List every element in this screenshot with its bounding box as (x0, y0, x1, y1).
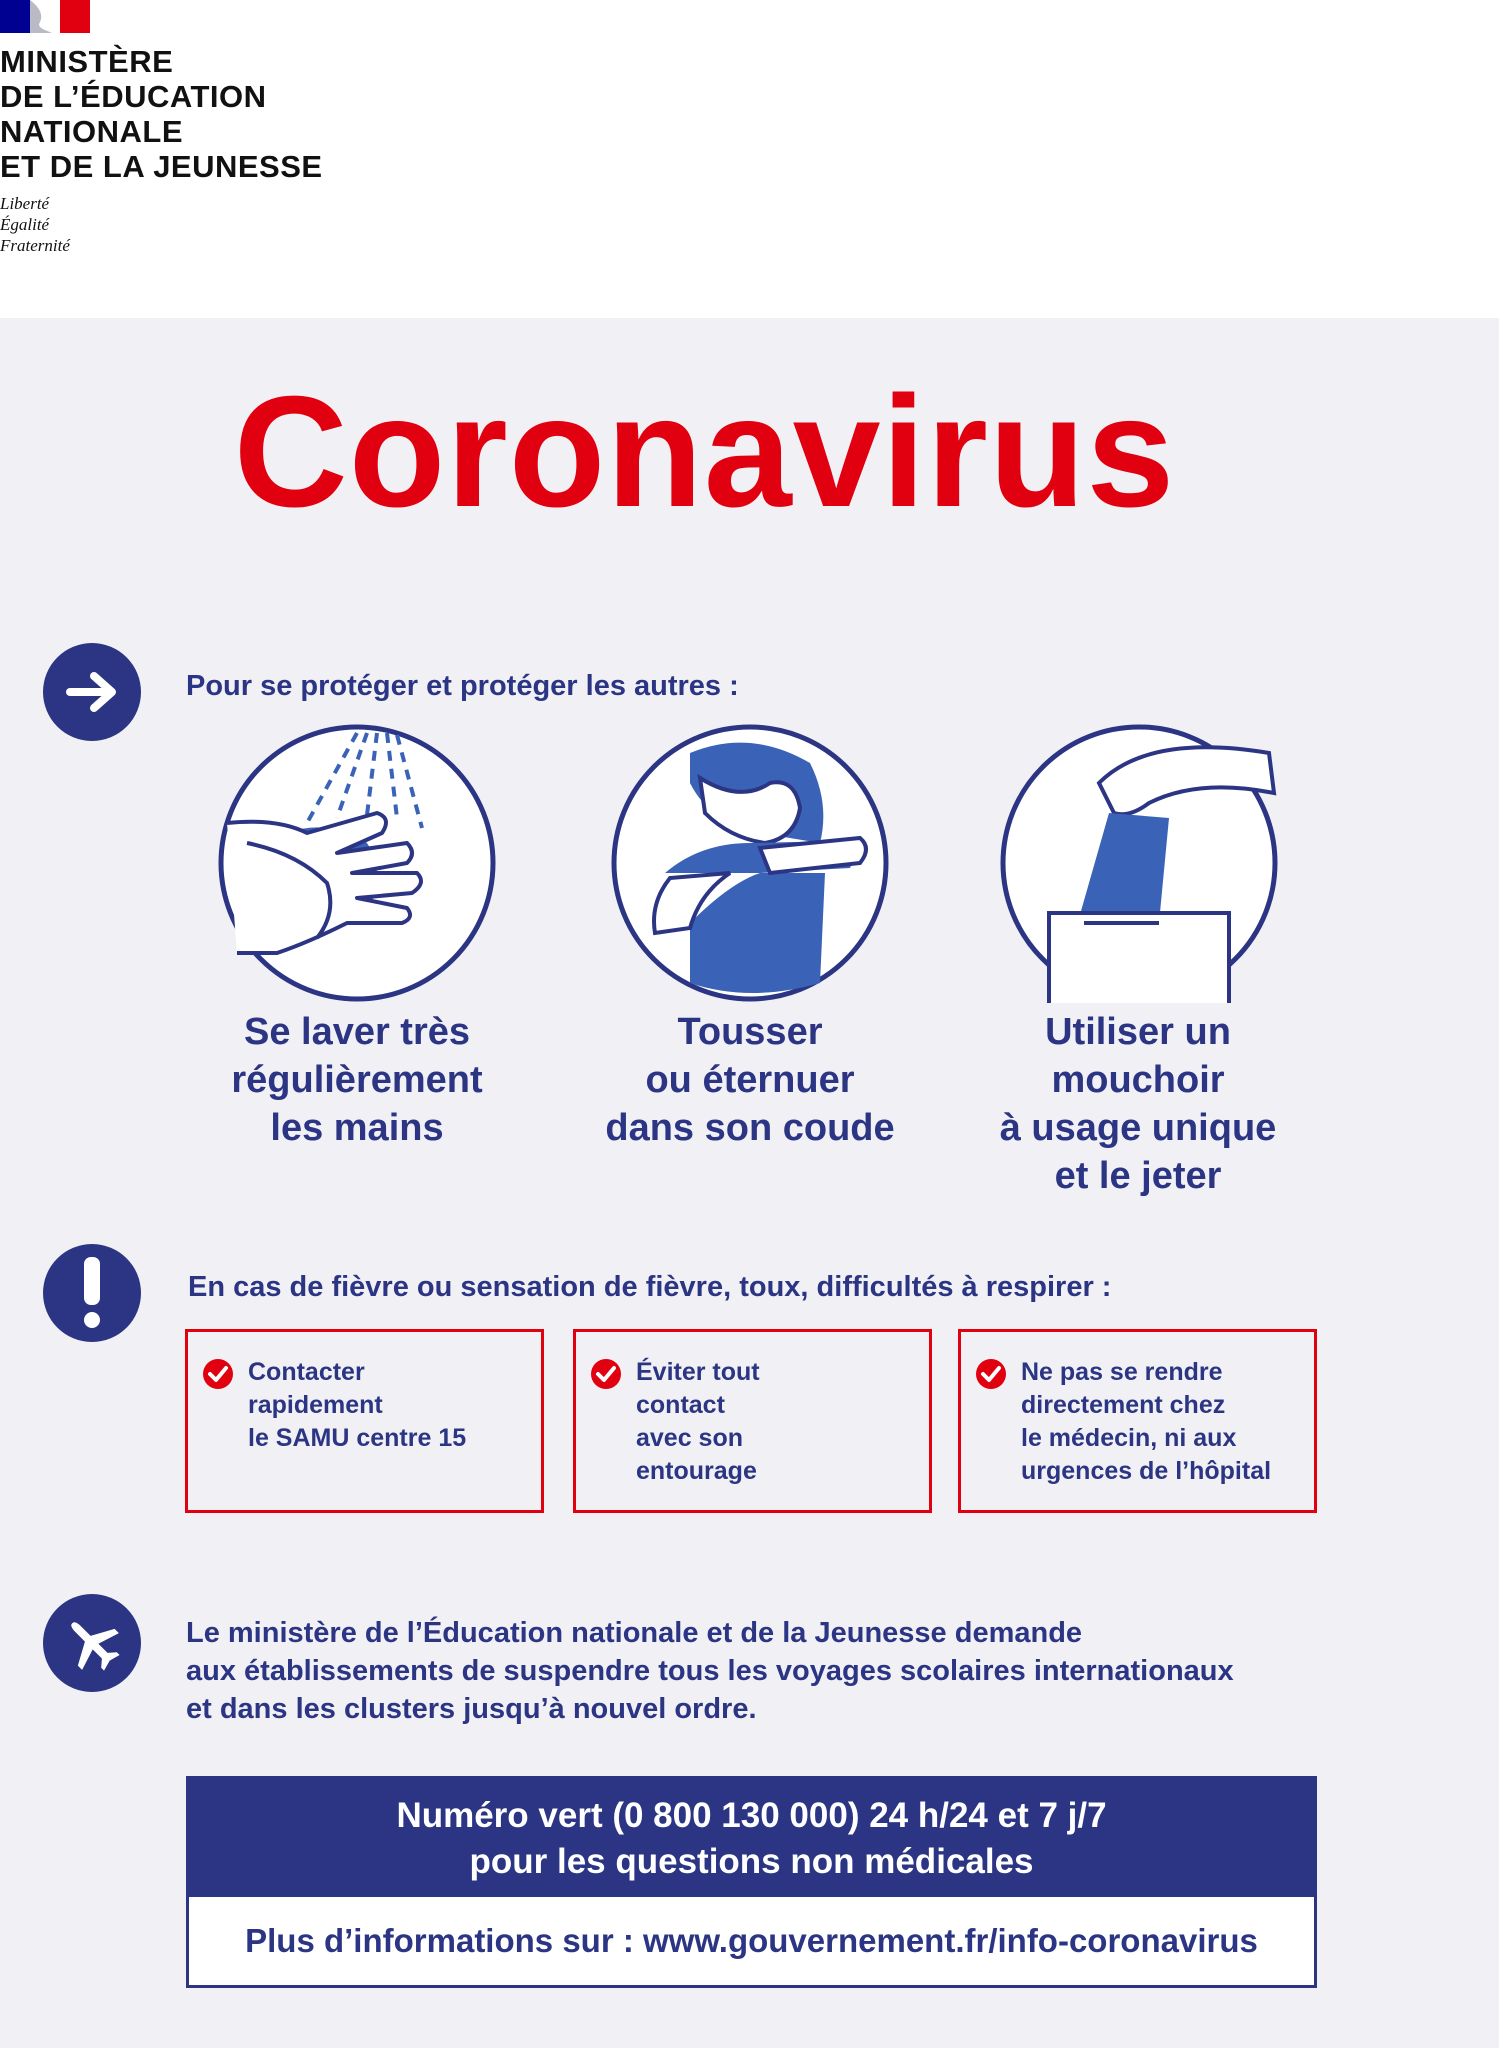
symptoms-heading: En cas de fièvre ou sensation de fièvre, toux, difficultés à respirer : (188, 1271, 1112, 1303)
page-title-text: Coronavirus (233, 364, 1176, 540)
travel-notice (186, 1614, 1234, 1728)
action-line: Éviter tout (636, 1358, 760, 1386)
action-line: le SAMU centre 15 (248, 1424, 467, 1452)
airplane-icon (43, 1594, 141, 1692)
motto-line: Liberté (0, 194, 50, 213)
action-text (636, 1356, 760, 1488)
travel-line: et dans les clusters jusqu’à nouvel ordre. (186, 1693, 757, 1725)
hotline-line: pour les questions non médicales (469, 1842, 1034, 1881)
header (0, 0, 1499, 318)
caption-line: mouchoir (1051, 1059, 1225, 1101)
action-line: rapidement (248, 1391, 383, 1419)
caption-wash-hands (192, 1008, 522, 1152)
page-title (0, 362, 1499, 542)
caption-line: Utiliser un (1045, 1011, 1231, 1053)
ministry-line: MINISTÈRE (0, 44, 174, 79)
travel-line: aux établissements de suspendre tous les voyages scolaires internationaux (186, 1655, 1234, 1687)
hotline-box (186, 1776, 1317, 1988)
action-line: Ne pas se rendre (1021, 1358, 1223, 1386)
tissue-bin-icon (999, 723, 1279, 1003)
action-line: urgences de l’hôpital (1021, 1457, 1272, 1485)
checkmark-icon (590, 1358, 622, 1390)
caption-cough-elbow (570, 1008, 930, 1152)
caption-line: Tousser (677, 1011, 823, 1053)
action-box-no-doctor (958, 1329, 1317, 1513)
main-panel (0, 318, 1499, 2048)
caption-line: les mains (270, 1107, 444, 1149)
arrow-right-icon (43, 643, 141, 741)
motto-line: Égalité (0, 215, 50, 234)
checkmark-icon (202, 1358, 234, 1390)
checkmark-icon (975, 1358, 1007, 1390)
caption-line: Se laver très (243, 1011, 471, 1053)
action-line: le médecin, ni aux (1021, 1424, 1237, 1452)
action-line: contact (636, 1391, 725, 1419)
hotline-banner (189, 1779, 1314, 1897)
action-text (1021, 1356, 1271, 1488)
republic-motto (0, 193, 70, 256)
exclamation-icon (43, 1244, 141, 1342)
caption-tissue (968, 1008, 1308, 1200)
action-text (248, 1356, 466, 1455)
action-box-samu (185, 1329, 544, 1513)
action-line: directement chez (1021, 1391, 1226, 1419)
action-line: avec son (636, 1424, 744, 1452)
protect-heading: Pour se protéger et protéger les autres : (186, 670, 739, 702)
action-box-avoid-contact (573, 1329, 932, 1513)
caption-line: ou éternuer (645, 1059, 855, 1101)
info-link[interactable]: Plus d’informations sur : www.gouvernement.fr/info-coronavirus (245, 1922, 1258, 1959)
travel-line: Le ministère de l’Éducation nationale et de la Jeunesse demande (186, 1617, 1083, 1649)
ministry-line: ET DE LA JEUNESSE (0, 149, 323, 184)
caption-line: et le jeter (1054, 1155, 1222, 1197)
marianne-logo-icon (0, 0, 90, 33)
caption-line: dans son coude (605, 1107, 895, 1149)
caption-line: à usage unique (999, 1107, 1277, 1149)
hotline-line: Numéro vert (0 800 130 000) 24 h/24 et 7 j/7 (396, 1796, 1107, 1835)
action-line: entourage (636, 1457, 757, 1485)
caption-line: régulièrement (231, 1059, 483, 1101)
cough-elbow-icon (610, 723, 890, 1003)
ministry-line: NATIONALE (0, 114, 184, 149)
motto-line: Fraternité (0, 236, 70, 255)
ministry-line: DE L’ÉDUCATION (0, 79, 267, 114)
action-line: Contacter (248, 1358, 365, 1386)
ministry-name (0, 44, 323, 184)
washing-hands-icon (217, 723, 497, 1003)
